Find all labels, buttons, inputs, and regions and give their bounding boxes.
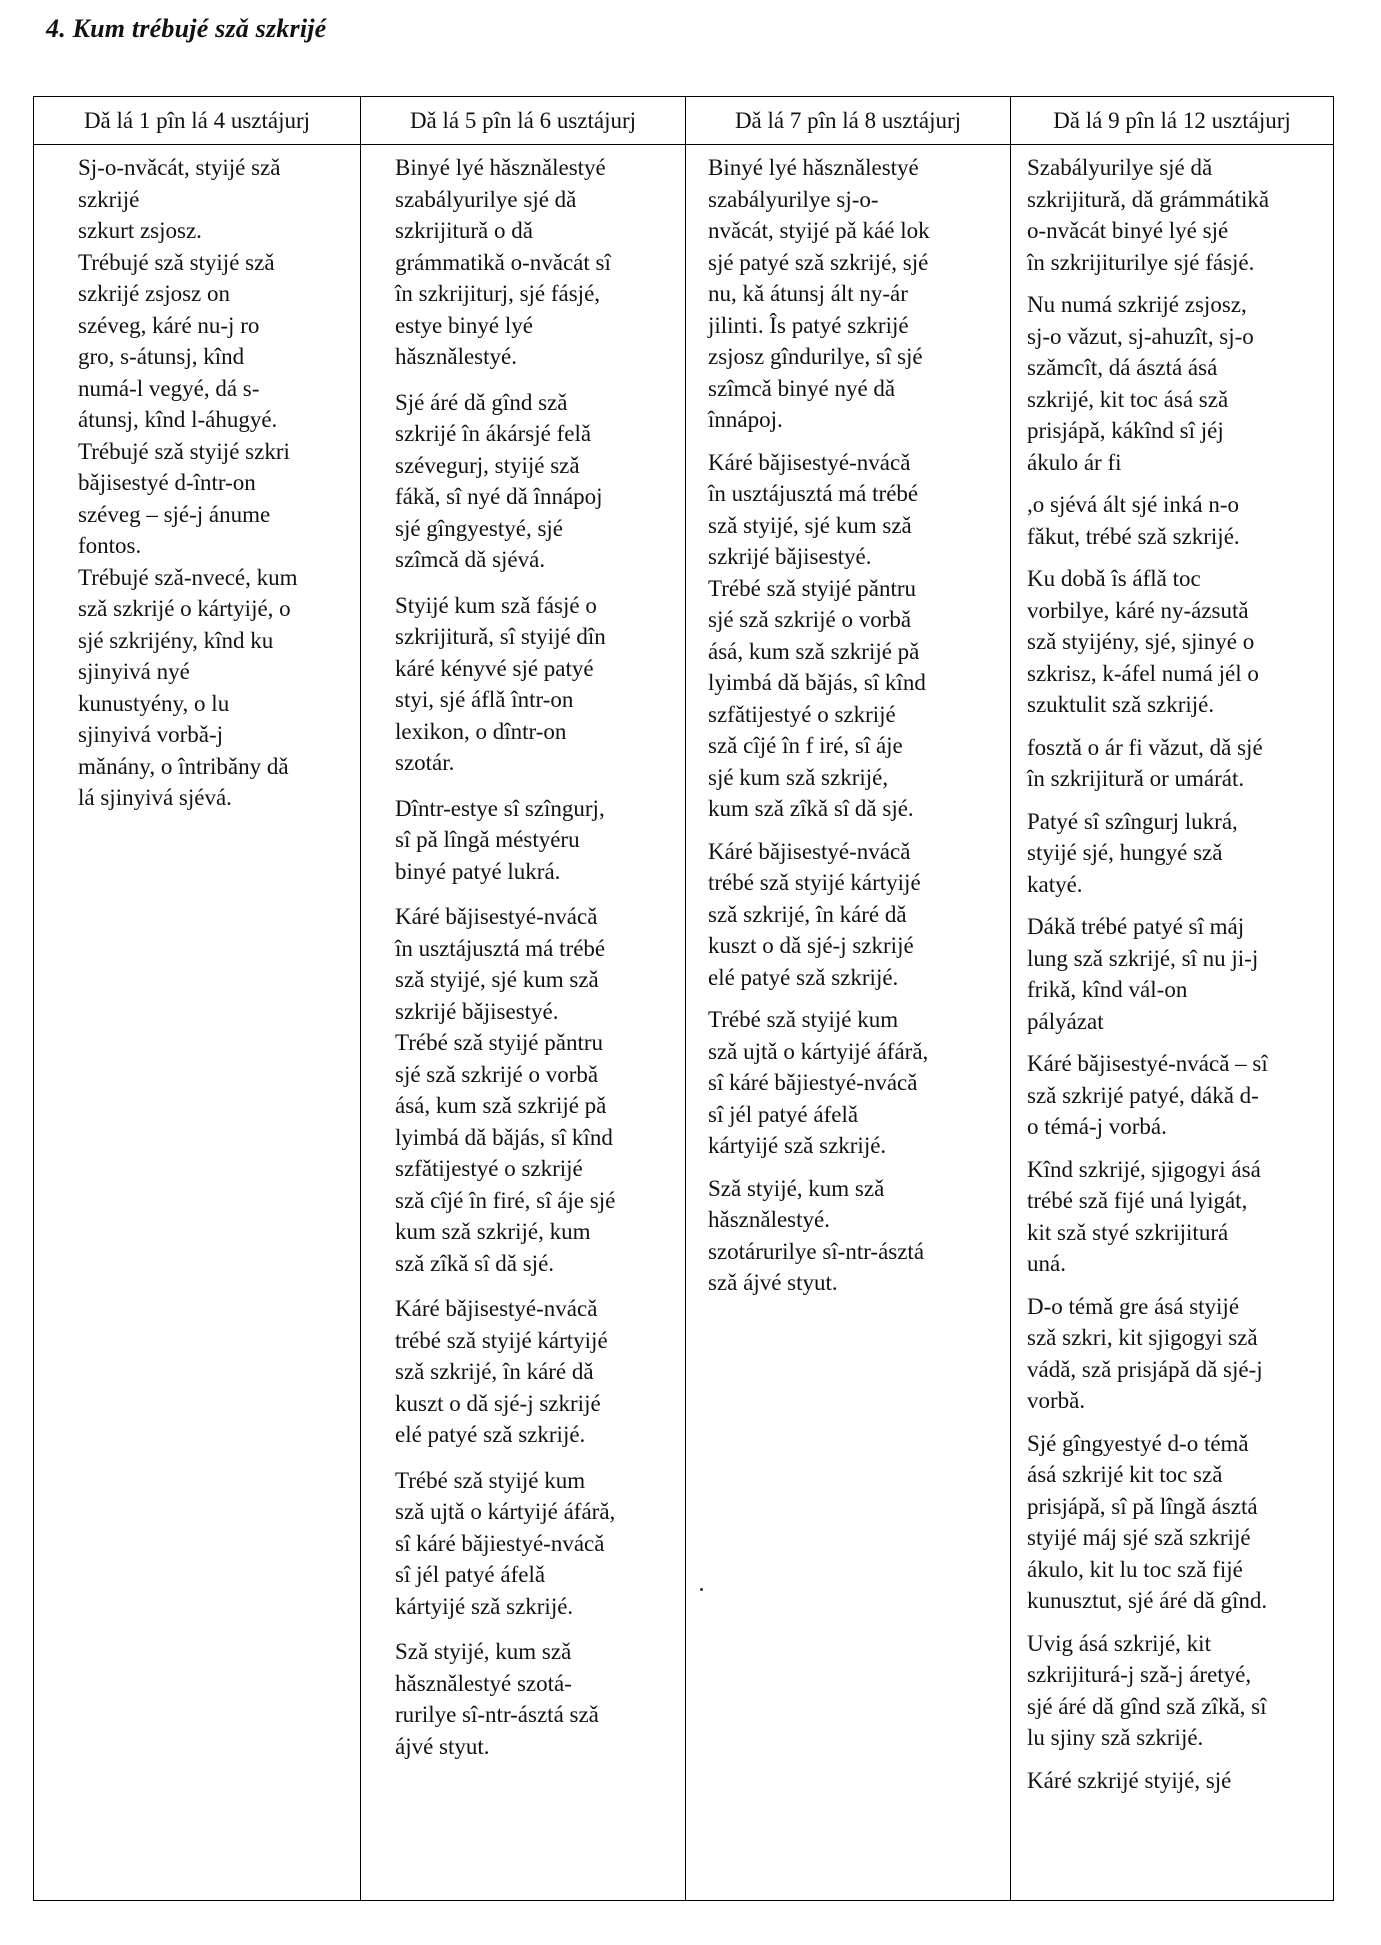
paragraph-line: szǎ szkrijé patyé, dákǎ d- xyxy=(1027,1082,1259,1108)
paragraph-line: estye binyé lyé xyxy=(395,312,533,338)
paragraph-line: szkrijiturǎ, sî styijé dîn xyxy=(395,624,606,649)
paragraph-line: Trébujé szǎ styijé szǎ xyxy=(78,249,275,275)
paragraph-line: Trébujé szǎ styijé szkri xyxy=(78,438,290,464)
paragraph-line: szfǎtijestyé o szkrijé xyxy=(395,1156,583,1181)
paragraph-line: înnápoj. xyxy=(708,407,783,432)
paragraph-line: lu sjiny szǎ szkrijé. xyxy=(1027,1725,1204,1750)
column-paragraph xyxy=(708,152,998,436)
column-paragraph xyxy=(1027,152,1325,278)
paragraph-line: lung szǎ szkrijé, sî nu ji-j xyxy=(1027,945,1259,971)
paragraph-line: szǎ cîjé în firé, sî áje sjé xyxy=(395,1187,616,1213)
paragraph-line: sjé áré dǎ gînd szǎ zîkǎ, sî xyxy=(1027,1693,1267,1719)
paragraph-line: o témá-j vorbá. xyxy=(1027,1114,1167,1139)
paragraph-line: szkrijé xyxy=(78,186,140,212)
paragraph-line: gro, s-átunsj, kînd xyxy=(78,344,245,369)
paragraph-line: styijé sjé, hungyé szǎ xyxy=(1027,840,1223,865)
paragraph-line: szfǎtijestyé o szkrijé xyxy=(708,701,896,727)
paragraph-line: zsjosz gîndurilye, sî sjé xyxy=(708,344,923,369)
paragraph-line: sjé szkrijény, kînd ku xyxy=(78,627,274,653)
paragraph-line: szǎ ujtǎ o kártyijé áfárǎ, xyxy=(395,1499,616,1524)
paragraph-line: numá-l vegyé, dá s- xyxy=(78,375,260,401)
paragraph-line: vorbǎ. xyxy=(1027,1388,1086,1413)
paragraph-line: szotárurilye sî-ntr-ásztá xyxy=(708,1238,925,1264)
table-body-row xyxy=(34,145,1334,1901)
paragraph-line: szǎ szkri, kit sjigogyi szǎ xyxy=(1027,1325,1258,1350)
page-heading: 4. Kum trébujé szǎ szkrijé xyxy=(46,14,327,43)
paragraph-line: în usztájusztá má trébé xyxy=(395,935,606,961)
paragraph-line: ákulo, kit lu toc szǎ fijé xyxy=(1027,1556,1243,1582)
paragraph-line: Trébé szǎ styijé kum xyxy=(395,1467,586,1493)
paragraph-line: ásá, kum szǎ szkrijé pǎ xyxy=(395,1093,607,1118)
paragraph-line: în usztájusztá má trébé xyxy=(708,481,919,506)
paragraph-line: kum szǎ zîkǎ sî dǎ sjé. xyxy=(708,796,914,821)
column-paragraph xyxy=(383,793,671,888)
column-paragraph xyxy=(78,247,346,436)
paragraph-line: szǎ styijé, sjé kum szǎ xyxy=(708,512,912,538)
paragraph-line: Szǎ styijé, kum szǎ xyxy=(395,1639,572,1664)
paragraph-line: szǎ szkrijé, în káré dǎ xyxy=(708,901,907,927)
paragraph-line: styi, sjé áflǎ într-on xyxy=(395,687,574,712)
paragraph-line: Trébé szǎ styijé kum xyxy=(708,1007,899,1032)
column-cell-grades-7-8 xyxy=(686,145,1011,1901)
column-paragraph xyxy=(1027,911,1325,1037)
column-header-grades-5-6: Dǎ lá 5 pîn lá 6 usztájurj xyxy=(361,97,686,145)
paragraph-line: lexikon, o dîntr-on xyxy=(395,718,567,744)
paragraph-line: sî jél patyé áfelǎ xyxy=(708,1101,859,1127)
paragraph-line: széveg – sjé-j ánume xyxy=(78,501,271,527)
column-paragraph xyxy=(1027,806,1325,901)
paragraph-line: Binyé lyé hǎsznǎlestyé xyxy=(395,155,606,180)
column-header-grades-7-8: Dǎ lá 7 pîn lá 8 usztájurj xyxy=(686,97,1011,145)
paragraph-line: pályázat xyxy=(1027,1008,1104,1034)
paragraph-line: szkurt zsjosz. xyxy=(78,218,202,243)
paragraph-line: vádǎ, szǎ prisjápǎ dǎ sjé-j xyxy=(1027,1356,1263,1382)
paragraph-line: hǎsznǎlestyé szotá- xyxy=(395,1670,572,1696)
paragraph-line: Szabályurilye sjé dǎ xyxy=(1027,155,1213,180)
column-paragraph xyxy=(383,1636,671,1762)
paragraph-line: szabályurilye sjé dǎ xyxy=(395,186,577,212)
paragraph-line: katyé. xyxy=(1027,871,1083,897)
paragraph-line: grámmatikǎ o-nvǎcát sî xyxy=(395,249,611,275)
paragraph-line: sjé kum szǎ szkrijé, xyxy=(708,764,889,790)
paragraph-line: nu, kǎ átunsj ált ny-ár xyxy=(708,281,908,306)
paragraph-line: Kînd szkrijé, sjigogyi ásá xyxy=(1027,1156,1261,1182)
paragraph-line: Trébé szǎ styijé pǎntru xyxy=(395,1030,604,1055)
table-header-row xyxy=(34,97,1334,145)
paragraph-line: sjinyivá vorbǎ-j xyxy=(78,722,223,747)
paragraph-line: Dîntr-estye sî szîngurj, xyxy=(395,795,605,821)
column-paragraph xyxy=(1027,1428,1325,1617)
column-paragraph xyxy=(1027,489,1325,552)
paragraph-line: Patyé sî szîngurj lukrá, xyxy=(1027,808,1238,834)
paragraph-line: vorbilye, káré ny-ázsutǎ xyxy=(1027,597,1249,623)
paragraph-line: szǎ szkrijé, în káré dǎ xyxy=(395,1359,594,1384)
paragraph-line: szotár. xyxy=(395,750,455,775)
column-paragraph xyxy=(383,1465,671,1623)
column-paragraph xyxy=(383,1293,671,1451)
paragraph-line: sjé gîngyestyé, sjé xyxy=(395,515,563,541)
paragraph-line: în szkrijiturj, sjé fásjé, xyxy=(395,281,601,306)
column-paragraph xyxy=(1027,1628,1325,1754)
paragraph-line: Dákǎ trébé patyé sî máj xyxy=(1027,914,1245,939)
paragraph-line: bǎjisestyé d-într-on xyxy=(78,470,256,495)
column-paragraph xyxy=(708,447,998,825)
paragraph-line: sjé szǎ szkrijé o vorbǎ xyxy=(708,607,912,632)
paragraph-line: széveg, káré nu-j ro xyxy=(78,312,260,338)
paragraph-line: sî pǎ lîngǎ méstyéru xyxy=(395,827,580,852)
column-cell-grades-5-6 xyxy=(361,145,686,1901)
paragraph-line: kunustyény, o lu xyxy=(78,690,230,716)
paragraph-line: kuszt o dǎ sjé-j szkrijé xyxy=(708,933,914,958)
paragraph-line: sjé szǎ szkrijé o vorbǎ xyxy=(395,1061,599,1087)
paragraph-line: mǎnány, o întribǎny dǎ xyxy=(78,753,289,779)
paragraph-line: fǎkut, trébé szǎ szkrijé. xyxy=(1027,523,1240,549)
paragraph-line: Káré bǎjisestyé-nvácǎ xyxy=(708,838,911,864)
paragraph-line: szkrijé în ákársjé felǎ xyxy=(395,421,592,446)
paragraph-line: Trébujé szǎ-nvecé, kum xyxy=(78,564,298,590)
paragraph-line: trébé szǎ styijé kártyijé xyxy=(395,1327,608,1353)
column-cell-grades-1-4 xyxy=(34,145,361,1901)
paragraph-line: lyimbá dǎ bǎjás, sî kînd xyxy=(395,1124,613,1150)
column-header-grades-9-12: Dǎ lá 9 pîn lá 12 usztájurj xyxy=(1011,97,1334,145)
paragraph-line: szkrijiturá-j szǎ-j áretyé, xyxy=(1027,1662,1252,1687)
paragraph-line: sî káré bǎjiestyé-nvácǎ xyxy=(395,1530,605,1556)
paragraph-line: uná. xyxy=(1027,1251,1066,1276)
paragraph-line: szǎ ujtǎ o kártyijé áfárǎ, xyxy=(708,1038,929,1064)
paragraph-line: szévegurj, styijé szǎ xyxy=(395,452,580,478)
paragraph-line: Sj-o-nvǎcát, styijé szǎ xyxy=(78,155,281,180)
paragraph-line: Káré bǎjisestyé-nvácǎ – sî xyxy=(1027,1051,1268,1076)
column-paragraph xyxy=(383,387,671,576)
paragraph-line: szkrijiturǎ o dǎ xyxy=(395,218,533,243)
paragraph-line: kit szǎ styé szkrijiturá xyxy=(1027,1219,1229,1245)
paragraph-line: Ku dobǎ îs áflǎ toc xyxy=(1027,566,1201,591)
column-paragraph xyxy=(1027,732,1325,795)
column-paragraph xyxy=(78,562,346,814)
paragraph-line: kuszt o dǎ sjé-j szkrijé xyxy=(395,1390,601,1416)
paragraph-line: szǎ szkrijé o kártyijé, o xyxy=(78,596,291,621)
column-paragraph xyxy=(1027,1765,1325,1797)
paragraph-line: átunsj, kînd l-áhugyé. xyxy=(78,407,278,432)
paragraph-line: sî jél patyé áfelǎ xyxy=(395,1562,546,1587)
column-paragraph xyxy=(1027,1048,1325,1143)
paragraph-line: Káré szkrijé styijé, sjé xyxy=(1027,1767,1232,1793)
column-paragraph xyxy=(1027,563,1325,721)
paragraph-line: frikǎ, kînd vál-on xyxy=(1027,977,1188,1002)
column-header-grades-1-4: Dǎ lá 1 pîn lá 4 usztájurj xyxy=(34,97,361,145)
paragraph-line: Trébé szǎ styijé pǎntru xyxy=(708,575,917,601)
paragraph-line: Káré bǎjisestyé-nvácǎ xyxy=(395,1296,598,1321)
paragraph-line: szkrijé bǎjisestyé. xyxy=(708,544,872,569)
paragraph-line: szkrijiturǎ, dǎ grámmátikǎ xyxy=(1027,186,1270,212)
paragraph-line: Káré bǎjisestyé-nvácǎ xyxy=(708,449,911,475)
paragraph-line: în szkrijiturǎ or umárát. xyxy=(1027,766,1245,791)
paragraph-line: szkrijé bǎjisestyé. xyxy=(395,998,559,1024)
column-paragraph xyxy=(1027,1291,1325,1417)
column-paragraph xyxy=(1027,1154,1325,1280)
column-paragraph xyxy=(708,1173,998,1299)
paragraph-line: binyé patyé lukrá. xyxy=(395,858,561,884)
paragraph-line: szǎ styijény, sjé, sjinyé o xyxy=(1027,629,1255,654)
paragraph-line: Sjé gîngyestyé d-o témǎ xyxy=(1027,1430,1249,1456)
column-paragraph xyxy=(383,152,671,373)
paragraph-line: kunusztut, sjé áré dǎ gînd. xyxy=(1027,1588,1268,1613)
paragraph-line: Sjé áré dǎ gînd szǎ xyxy=(395,389,568,415)
paragraph-line: D-o témǎ gre ásá styijé xyxy=(1027,1293,1240,1319)
paragraph-line: szîmcǎ binyé nyé dǎ xyxy=(708,375,896,401)
paragraph-line: szabályurilye sj-o- xyxy=(708,186,879,212)
paragraph-line: trébé szǎ styijé kártyijé xyxy=(708,870,921,895)
paragraph-line: Szǎ styijé, kum szǎ xyxy=(708,1175,885,1201)
column-paragraph xyxy=(78,152,346,247)
paragraph-line: fosztǎ o ár fi vǎzut, dǎ sjé xyxy=(1027,734,1263,760)
paragraph-line: ásá, kum szǎ szkrijé pǎ xyxy=(708,638,920,664)
paragraph-line: kártyijé szǎ szkrijé. xyxy=(708,1133,887,1158)
paragraph-line: szǎ zîkǎ sî dǎ sjé. xyxy=(395,1250,555,1276)
paragraph-line: káré kényvé sjé patyé xyxy=(395,655,594,681)
column-paragraph xyxy=(708,836,998,994)
paragraph-line: prisjápǎ, kákînd sî jéj xyxy=(1027,418,1224,443)
paragraph-line: szǎ styijé, sjé kum szǎ xyxy=(395,967,599,992)
paragraph-line: jilinti. Îs patyé szkrijé xyxy=(708,312,909,338)
paragraph-line: szǎmcît, dá ásztá ásá xyxy=(1027,355,1218,380)
paragraph-line: Binyé lyé hǎsznǎlestyé xyxy=(708,155,919,180)
paragraph-line: hǎsznǎlestyé. xyxy=(708,1207,830,1232)
paragraph-line: Uvig ásá szkrijé, kit xyxy=(1027,1630,1211,1656)
paragraph-line: szuktulit szǎ szkrijé. xyxy=(1027,692,1215,717)
column-paragraph xyxy=(78,436,346,562)
paragraph-line: szǎ ájvé styut. xyxy=(708,1270,838,1295)
grade-requirements-table xyxy=(33,96,1334,1901)
paragraph-line: kártyijé szǎ szkrijé. xyxy=(395,1593,574,1619)
column-paragraph xyxy=(1027,289,1325,478)
paragraph-line: ,o sjévá ált sjé inká n-o xyxy=(1027,492,1240,517)
stray-dot-mark xyxy=(700,1588,703,1591)
paragraph-line: elé patyé szǎ szkrijé. xyxy=(395,1422,586,1447)
paragraph-line: o-nvǎcát binyé lyé sjé xyxy=(1027,218,1229,243)
paragraph-line: kum szǎ szkrijé, kum xyxy=(395,1219,591,1244)
paragraph-line: Styijé kum szǎ fásjé o xyxy=(395,592,597,618)
paragraph-line: Nu numá szkrijé zsjosz, xyxy=(1027,292,1247,317)
paragraph-line: rurilye sî-ntr-ásztá szǎ xyxy=(395,1702,599,1727)
paragraph-line: szkrisz, k-áfel numá jél o xyxy=(1027,660,1259,686)
paragraph-line: styijé máj sjé szǎ szkrijé xyxy=(1027,1525,1251,1550)
column-paragraph xyxy=(383,901,671,1279)
paragraph-line: în szkrijiturilye sjé fásjé. xyxy=(1027,249,1255,275)
column-paragraph xyxy=(383,590,671,779)
paragraph-line: szǎ cîjé în f iré, sî áje xyxy=(708,733,903,758)
paragraph-line: trébé szǎ fijé uná lyigát, xyxy=(1027,1188,1248,1213)
paragraph-line: hǎsznǎlestyé. xyxy=(395,344,517,369)
paragraph-line: sjé patyé szǎ szkrijé, sjé xyxy=(708,249,929,275)
paragraph-line: lá sjinyivá sjévá. xyxy=(78,785,232,810)
paragraph-line: ákulo ár fi xyxy=(1027,449,1122,475)
paragraph-line: szkrijé zsjosz on xyxy=(78,281,231,306)
paragraph-line: ásá szkrijé kit toc szǎ xyxy=(1027,1462,1223,1487)
paragraph-line: fontos. xyxy=(78,533,142,558)
paragraph-line: szîmcǎ dǎ sjévá. xyxy=(395,547,546,572)
paragraph-line: sî káré bǎjiestyé-nvácǎ xyxy=(708,1070,918,1095)
paragraph-line: prisjápǎ, sî pǎ lîngǎ ásztá xyxy=(1027,1493,1258,1519)
paragraph-line: sjinyivá nyé xyxy=(78,659,190,684)
paragraph-line: szkrijé, kit toc ásá szǎ xyxy=(1027,386,1229,412)
paragraph-line: elé patyé szǎ szkrijé. xyxy=(708,964,899,990)
paragraph-line: nvǎcát, styijé pǎ káé lok xyxy=(708,218,930,243)
paragraph-line: sj-o vǎzut, sj-ahuzît, sj-o xyxy=(1027,323,1254,349)
column-cell-grades-9-12 xyxy=(1011,145,1334,1901)
paragraph-line: ájvé styut. xyxy=(395,1733,490,1759)
column-paragraph xyxy=(708,1004,998,1162)
paragraph-line: lyimbá dǎ bǎjás, sî kînd xyxy=(708,670,926,695)
paragraph-line: fákǎ, sî nyé dǎ înnápoj xyxy=(395,484,603,509)
paragraph-line: Káré bǎjisestyé-nvácǎ xyxy=(395,904,598,929)
